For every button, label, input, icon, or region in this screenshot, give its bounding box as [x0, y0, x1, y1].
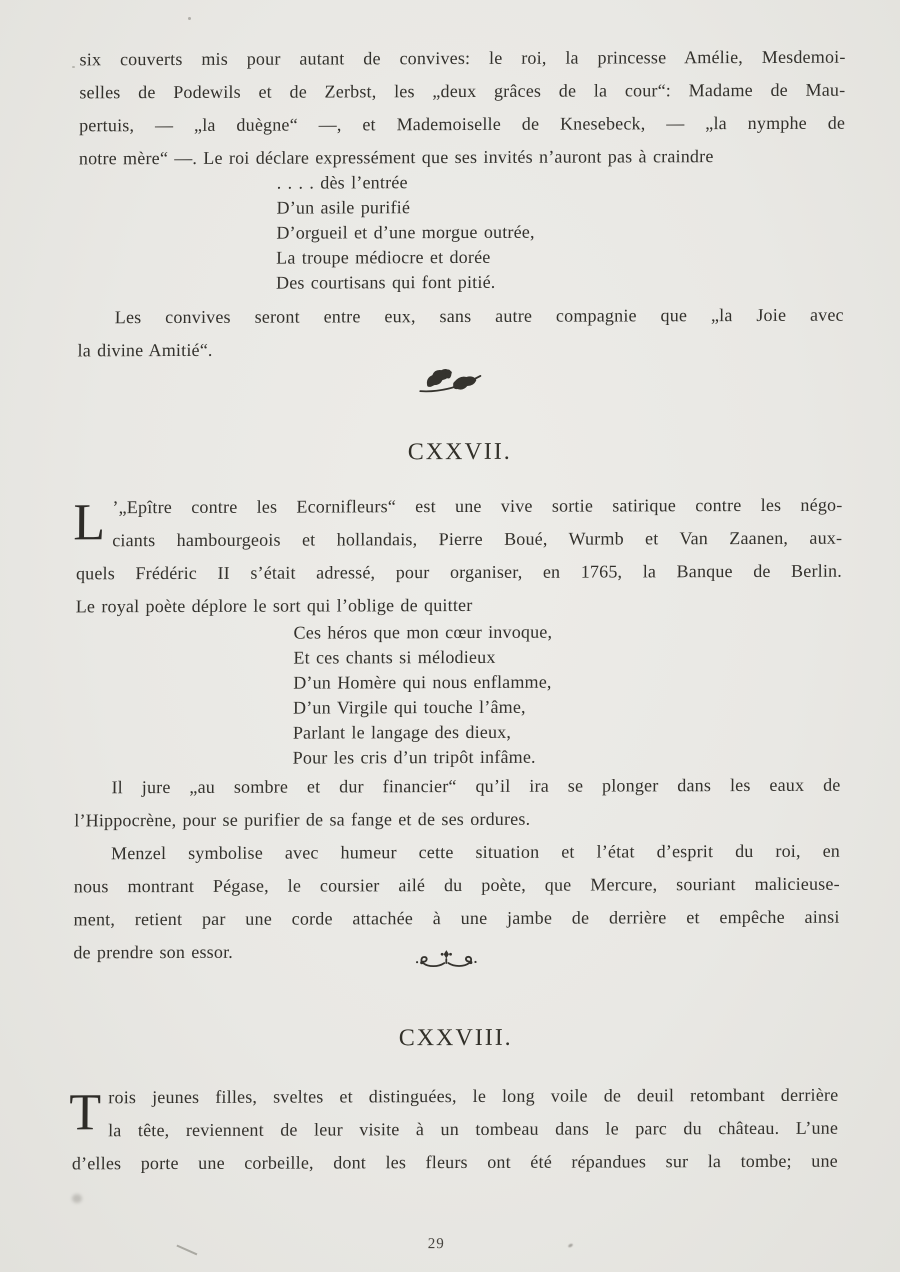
- floral-scroll-ornament-icon: [414, 947, 478, 971]
- text-line: la divine Amitié“.: [77, 339, 213, 361]
- text-line: pertuis, — „la duègne“ —, et Mademoiselle de Knesebeck, — „la nymphe de: [79, 112, 846, 136]
- verse-line: La troupe médiocre et dorée: [276, 246, 491, 268]
- text-line: selles de Podewils et de Zerbst, les „deux grâces de la cour“: Madame de Mau-: [79, 79, 846, 103]
- text-line: la tête, reviennent de leur visite à un tombeau dans le parc du château. L’une: [108, 1117, 839, 1141]
- verse-line: D’orgueil et d’une morgue outrée,: [276, 221, 535, 243]
- chapter-heading: CXXVII.: [407, 438, 512, 466]
- verse-line: Et ces chants si mélodieux: [293, 646, 496, 668]
- paragraph-continuation: [79, 41, 846, 176]
- paragraph-with-dropcap: [72, 1079, 839, 1181]
- verse-quote-2: [293, 619, 814, 771]
- text-line: Menzel symbolise avec humeur cette situation et l’état d’esprit du roi, en: [110, 840, 841, 864]
- text-line: Les convives seront entre eux, sans autre compagnie que „la Joie avec: [114, 304, 844, 328]
- oak-sprig-ornament-icon: [415, 366, 485, 396]
- text-line: quels Frédéric II s’était adressé, pour organiser, en 1765, la Banque de Berlin.: [75, 560, 843, 584]
- paragraph-with-dropcap: [76, 489, 843, 624]
- verse-line: D’un asile purifié: [276, 197, 411, 218]
- text-line: rois jeunes filles, sveltes et distinguées, le long voile de deuil retombant derrière: [108, 1084, 839, 1108]
- section-divider: [77, 365, 843, 398]
- text-block: [71, 0, 846, 1272]
- paragraph: [74, 769, 840, 838]
- text-line: six couverts mis pour autant de convives: le roi, la princesse Amélie, Mesdemoi-: [79, 46, 846, 70]
- text-line: Il jure „au sombre et dur financier“ qu’il ira se plonger dans les eaux de: [111, 774, 841, 798]
- verse-line: Pour les cris d’un tripôt infâme.: [292, 746, 536, 768]
- text-line: ment, retient par une corde attachée à une jambe de derrière et empêche ainsi: [73, 906, 840, 930]
- text-line: l’Hippocrène, pour se purifier de sa fange et de ses ordures.: [74, 808, 531, 831]
- verse-line: D’un Virgile qui touche l’âme,: [292, 696, 526, 718]
- text-line: Le royal poète déplore le sort qui l’oblige de quitter: [75, 594, 473, 617]
- paper-speck: [72, 66, 75, 68]
- dropcap-letter: L: [73, 494, 106, 552]
- verse-line: D’un Homère qui nous enflamme,: [293, 671, 552, 693]
- page-number: 29: [427, 1236, 445, 1253]
- text-line: d’elles porte une corbeille, dont les fleurs ont été répandues sur la tombe; une: [71, 1150, 838, 1174]
- text-line: ciants hambourgeois et hollandais, Pierre Boué, Wurmb et Van Zaanen, aux-: [112, 527, 843, 551]
- text-line: notre mère“ —. Le roi déclare expressément que ses invités n’auront pas à craindre: [78, 146, 714, 169]
- text-line: ’„Epître contre les Ecornifleurs“ est une vive sortie satirique contre les négo-: [112, 494, 843, 518]
- paragraph: [77, 299, 843, 368]
- section-divider: [73, 946, 839, 973]
- verse-line: Des courtisans qui font pitié.: [275, 271, 496, 293]
- chapter-heading: CXXVIII.: [398, 1024, 513, 1052]
- verse-line: Ces héros que mon cœur invoque,: [293, 621, 553, 643]
- text-line: nous montrant Pégase, le coursier ailé du poète, que Mercure, souriant malicieuse-: [73, 873, 840, 897]
- verse-line: . . . . dès l’entrée: [276, 172, 408, 193]
- text-line: de prendre son essor.: [73, 941, 234, 963]
- verse-quote-1: [276, 169, 797, 296]
- dropcap-letter: T: [69, 1084, 102, 1142]
- verse-line: Parlant le langage des dieux,: [292, 721, 512, 743]
